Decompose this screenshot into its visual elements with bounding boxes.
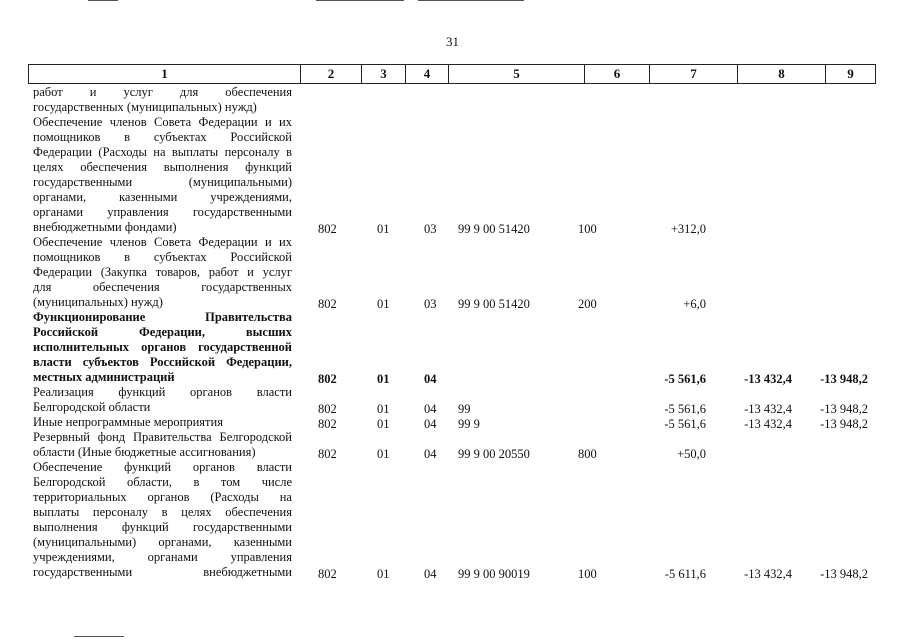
cell-c8: -13 432,4	[744, 372, 792, 386]
column-header-7: 7	[649, 65, 737, 83]
cell-c3: 01	[377, 372, 390, 386]
cell-c2: 802	[318, 222, 337, 236]
table-header	[28, 64, 876, 84]
cell-c5: 99	[458, 402, 471, 416]
row-description-line: Обеспечение функций органов власти	[33, 460, 292, 474]
table-row	[0, 430, 905, 460]
row-description-line: государственными (муниципальными)	[33, 175, 292, 189]
cell-c4: 04	[424, 567, 437, 581]
cell-c4: 04	[424, 417, 437, 431]
table-row	[0, 115, 905, 235]
cell-c4: 03	[424, 297, 437, 311]
scan-line	[74, 636, 124, 637]
row-description-line: местных администраций	[33, 370, 175, 384]
cell-c5: 99 9 00 20550	[458, 447, 530, 461]
row-description-line: (муниципальными) органами, казенными	[33, 535, 292, 549]
row-description-line: Федерации (Расходы на выплаты персоналу в	[33, 145, 292, 159]
row-description-line: Белгородской области, в том числе	[33, 475, 292, 489]
table-row	[0, 460, 905, 580]
column-header-6: 6	[584, 65, 649, 83]
cell-c4: 04	[424, 402, 437, 416]
row-description-line: Резервный фонд Правительства Белгородской	[33, 430, 292, 444]
table-row	[0, 310, 905, 385]
cell-c9: -13 948,2	[820, 372, 868, 386]
cell-c5: 99 9 00 90019	[458, 567, 530, 581]
cell-c3: 01	[377, 297, 390, 311]
cell-c4: 04	[424, 447, 437, 461]
cell-c9: -13 948,2	[820, 567, 868, 581]
column-header-4: 4	[405, 65, 448, 83]
column-header-5: 5	[448, 65, 584, 83]
row-description-line: органами управления государственными	[33, 205, 292, 219]
row-description-line: Федерации (Закупка товаров, работ и услуг	[33, 265, 292, 279]
cell-c5: 99 9 00 51420	[458, 222, 530, 236]
cell-c6: 100	[578, 222, 597, 236]
row-description-line: (муниципальных) нужд)	[33, 295, 163, 309]
cell-c3: 01	[377, 222, 390, 236]
row-description-line: исполнительных органов государственной	[33, 340, 292, 354]
row-description-line: для обеспечения государственных	[33, 280, 292, 294]
table-row	[0, 85, 905, 115]
column-header-9: 9	[825, 65, 875, 83]
row-description-line: органами, казенными учреждениями,	[33, 190, 292, 204]
cell-c3: 01	[377, 447, 390, 461]
cell-c7: +50,0	[677, 447, 706, 461]
cell-c7: -5 561,6	[664, 372, 706, 386]
cell-c6: 800	[578, 447, 597, 461]
cell-c7: -5 561,6	[664, 417, 706, 431]
cell-c2: 802	[318, 372, 337, 386]
cell-c3: 01	[377, 402, 390, 416]
cell-c4: 03	[424, 222, 437, 236]
row-description-line: государственных (муниципальных) нужд)	[33, 100, 257, 114]
row-description-line: Российской Федерации, высших	[33, 325, 292, 339]
row-description-line: области (Иные бюджетные ассигнования)	[33, 445, 256, 459]
cell-c3: 01	[377, 567, 390, 581]
scan-line	[418, 0, 524, 1]
cell-c5: 99 9	[458, 417, 480, 431]
column-header-1: 1	[161, 66, 168, 81]
scan-line	[316, 0, 404, 1]
row-description-line: Обеспечение членов Совета Федерации и их	[33, 235, 292, 249]
column-header-3: 3	[361, 65, 405, 83]
row-description-line: власти субъектов Российской Федерации,	[33, 355, 292, 369]
row-description-line: Реализация функций органов власти	[33, 385, 292, 399]
cell-c4: 04	[424, 372, 437, 386]
cell-c8: -13 432,4	[744, 417, 792, 431]
row-description-line: Иные непрограммные мероприятия	[33, 415, 223, 429]
cell-c2: 802	[318, 417, 337, 431]
row-description-line: территориальных органов (Расходы на	[33, 490, 292, 504]
column-header-2: 2	[300, 65, 361, 83]
row-description-line: помощников в субъектах Российской	[33, 130, 292, 144]
cell-c7: +312,0	[670, 222, 706, 236]
cell-c8: -13 432,4	[744, 402, 792, 416]
column-header-8: 8	[737, 65, 825, 83]
row-description-line: Обеспечение членов Совета Федерации и их	[33, 115, 292, 129]
row-description-line: Белгородской области	[33, 400, 151, 414]
row-description-line: помощников в субъектах Российской	[33, 250, 292, 264]
cell-c6: 100	[578, 567, 597, 581]
table-row	[0, 415, 905, 430]
cell-c7: +6,0	[683, 297, 706, 311]
cell-c7: -5 561,6	[664, 402, 706, 416]
row-description-line: Функционирование Правительства	[33, 310, 292, 324]
row-description-line: выплаты персоналу в целях обеспечения	[33, 505, 292, 519]
row-description-line: государственными внебюджетными	[33, 565, 292, 579]
cell-c2: 802	[318, 567, 337, 581]
row-description-line: учреждениями, органами управления	[33, 550, 292, 564]
row-description-line: целях обеспечения выполнения функций	[33, 160, 292, 174]
page-number: 31	[446, 34, 459, 49]
row-description-line: работ и услуг для обеспечения	[33, 85, 292, 99]
scan-line	[88, 0, 118, 1]
row-description-line: выполнения функций государственными	[33, 520, 292, 534]
cell-c3: 01	[377, 417, 390, 431]
cell-c6: 200	[578, 297, 597, 311]
table-row	[0, 385, 905, 415]
cell-c9: -13 948,2	[820, 402, 868, 416]
cell-c2: 802	[318, 402, 337, 416]
cell-c2: 802	[318, 297, 337, 311]
cell-c2: 802	[318, 447, 337, 461]
cell-c5: 99 9 00 51420	[458, 297, 530, 311]
cell-c7: -5 611,6	[664, 567, 706, 581]
row-description-line: внебюджетными фондами)	[33, 220, 177, 234]
cell-c8: -13 432,4	[744, 567, 792, 581]
table-row	[0, 235, 905, 310]
cell-c9: -13 948,2	[820, 417, 868, 431]
